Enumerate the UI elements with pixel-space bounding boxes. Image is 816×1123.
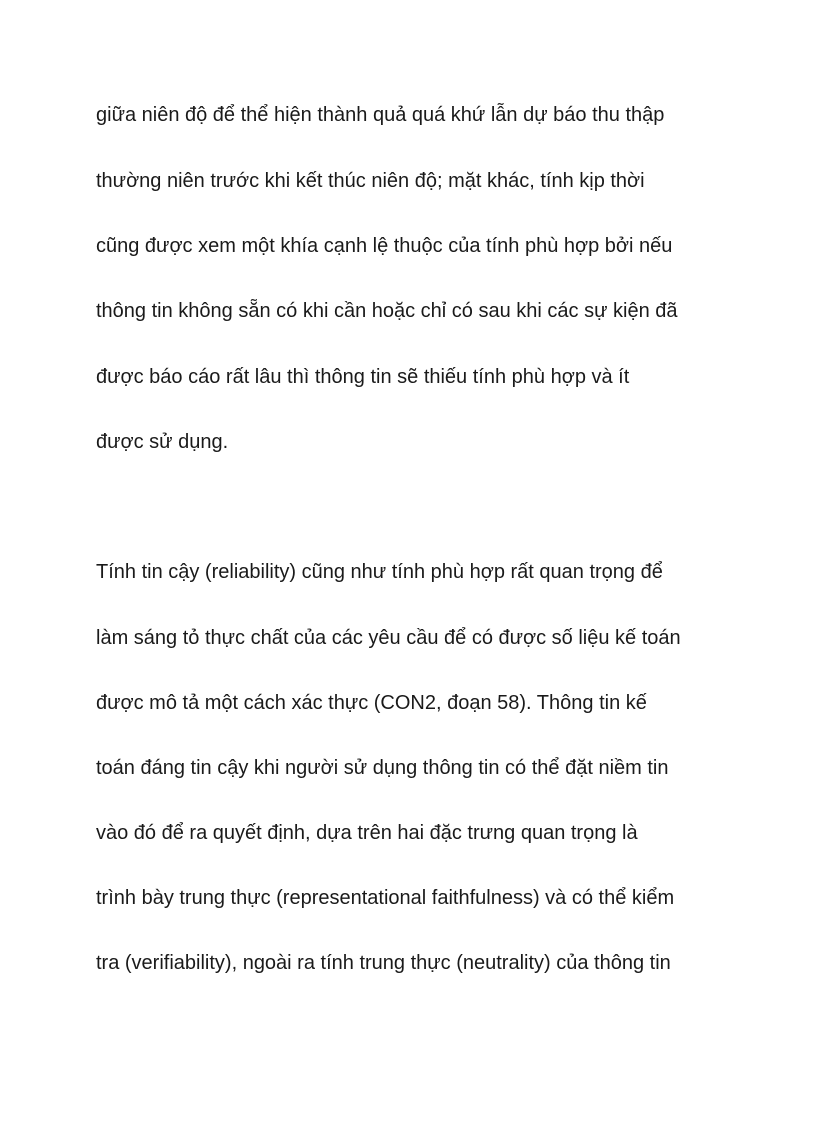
text-line: được báo cáo rất lâu thì thông tin sẽ thiếu tính phù hợp và ít bbox=[96, 366, 630, 388]
text-line: giữa niên độ để thể hiện thành quả quá khứ lẫn dự báo thu thập bbox=[96, 104, 665, 126]
text-line: cũng được xem một khía cạnh lệ thuộc của tính phù hợp bởi nếu bbox=[96, 235, 673, 257]
text-line: vào đó để ra quyết định, dựa trên hai đặc trưng quan trọng là bbox=[96, 822, 638, 844]
text-line: Tính tin cậy (reliability) cũng như tính phù hợp rất quan trọng để bbox=[96, 561, 663, 583]
text-line: trình bày trung thực (representational faithfulness) và có thể kiểm bbox=[96, 887, 675, 909]
text-line: được sử dụng. bbox=[96, 431, 229, 453]
text-line: thường niên trước khi kết thúc niên độ; mặt khác, tính kịp thời bbox=[96, 170, 645, 192]
text-line: toán đáng tin cậy khi người sử dụng thông tin có thể đặt niềm tin bbox=[96, 757, 669, 779]
text-line: tra (verifiability), ngoài ra tính trung thực (neutrality) của thông tin bbox=[96, 952, 671, 974]
text-line: thông tin không sẵn có khi cần hoặc chỉ có sau khi các sự kiện đã bbox=[96, 300, 678, 322]
text-line: làm sáng tỏ thực chất của các yêu cầu để có được số liệu kế toán bbox=[96, 627, 681, 649]
text-line: được mô tả một cách xác thực (CON2, đoạn 58). Thông tin kế bbox=[96, 692, 647, 714]
